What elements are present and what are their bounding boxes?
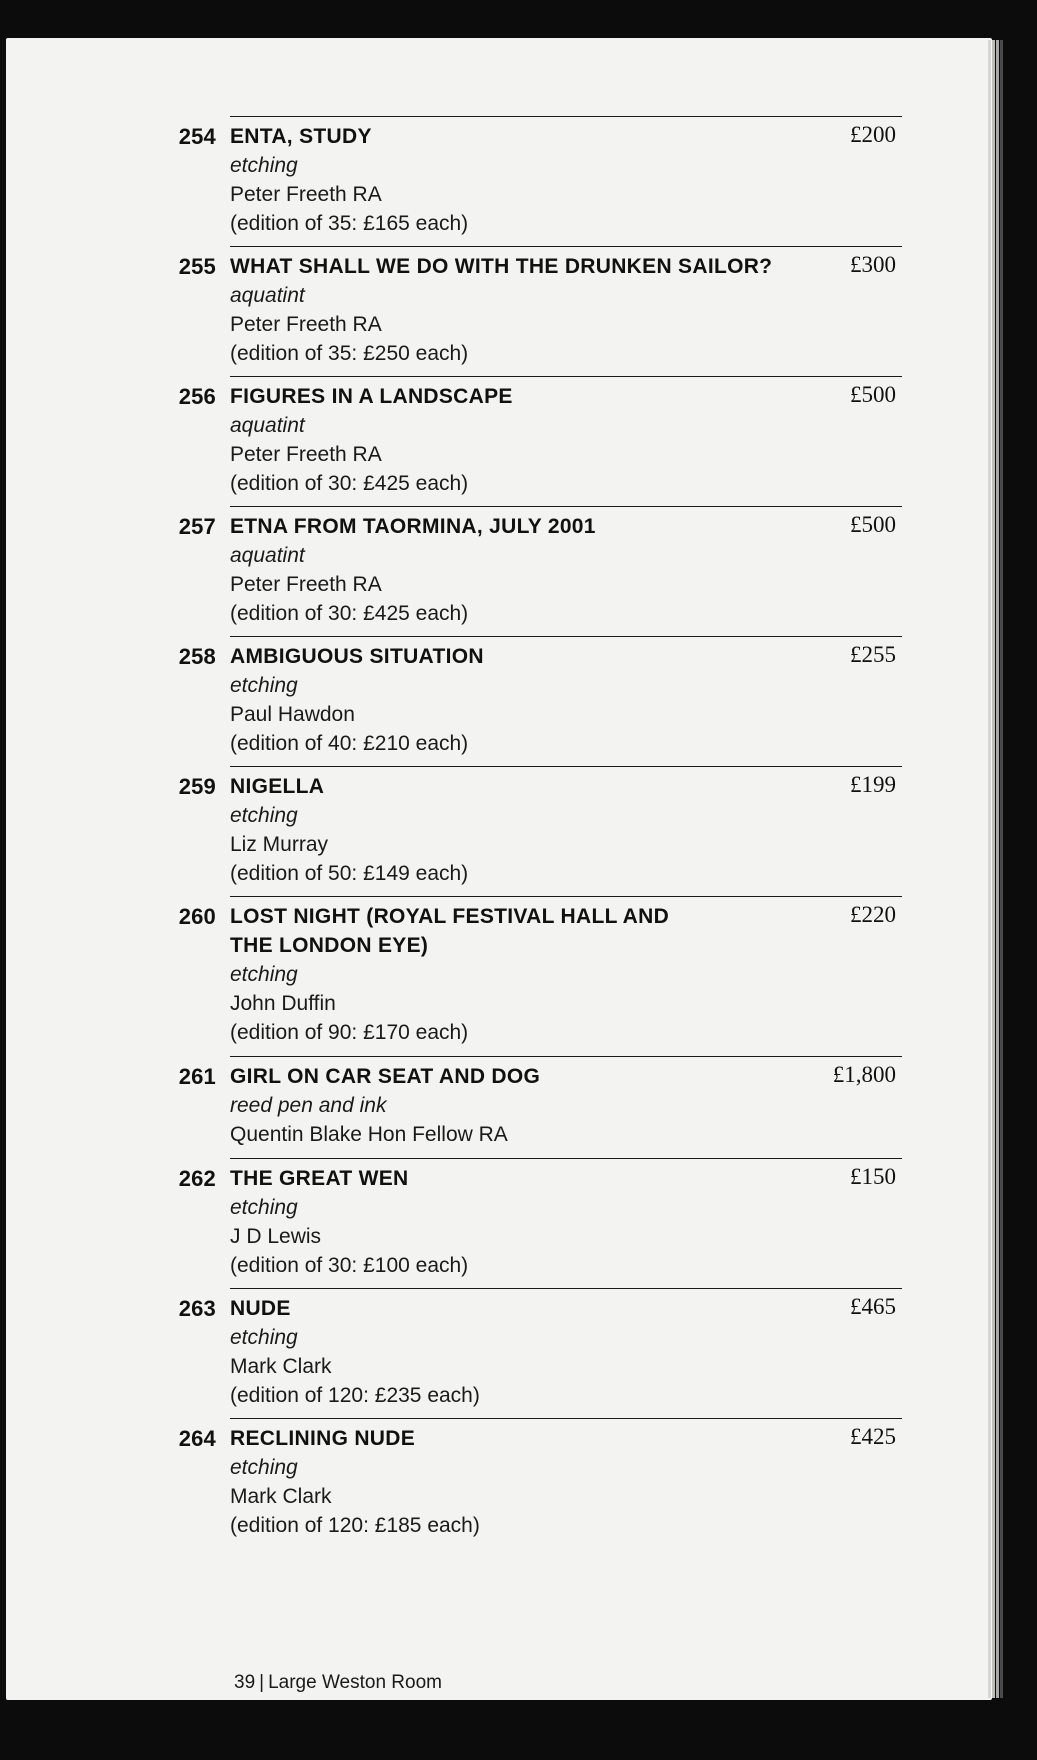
entry-artist: Peter Freeth RA	[230, 573, 382, 596]
entry-number: 254	[178, 124, 216, 149]
entry-artist: Mark Clark	[230, 1485, 332, 1508]
page-number: 39	[234, 1672, 256, 1693]
entry-edition: (edition of 40: £210 each)	[230, 732, 469, 755]
entry-title: THE LONDON EYE)	[230, 934, 429, 957]
entry-number: 260	[178, 904, 216, 929]
entry-medium: aquatint	[230, 284, 305, 307]
entry-price: £255	[850, 642, 896, 667]
page-footer	[234, 1672, 442, 1694]
entry-divider	[230, 1056, 902, 1057]
entry-artist: Paul Hawdon	[230, 703, 355, 726]
entry-medium: etching	[230, 674, 298, 697]
entry-edition: (edition of 120: £235 each)	[230, 1384, 480, 1407]
entry-divider	[230, 766, 902, 767]
entry-price: £425	[850, 1424, 896, 1449]
entry-divider	[230, 1288, 902, 1289]
entry-number: 261	[178, 1064, 216, 1089]
entry-edition: (edition of 90: £170 each)	[230, 1021, 469, 1044]
entry-artist: Mark Clark	[230, 1355, 332, 1378]
entry-edition: (edition of 35: £165 each)	[230, 212, 469, 235]
entry-edition: (edition of 35: £250 each)	[230, 342, 469, 365]
entry-title: ETNA FROM TAORMINA, JULY 2001	[230, 515, 596, 538]
entry-list	[6, 38, 992, 1700]
entry-edition: (edition of 30: £425 each)	[230, 602, 469, 625]
entry-price: £300	[850, 252, 896, 277]
entry-title: THE GREAT WEN	[230, 1167, 409, 1190]
entry-title: LOST NIGHT (ROYAL FESTIVAL HALL AND	[230, 905, 670, 928]
entry-title: ENTA, STUDY	[230, 125, 372, 148]
entry-number: 258	[178, 644, 216, 669]
entry-price: £500	[850, 512, 896, 537]
entry-medium: etching	[230, 1326, 298, 1349]
catalogue-page	[6, 38, 992, 1700]
entry-divider	[230, 636, 902, 637]
entry-medium: etching	[230, 1196, 298, 1219]
entry-divider	[230, 1418, 902, 1419]
entry-medium: etching	[230, 154, 298, 177]
entry-number: 262	[178, 1166, 216, 1191]
entry-price: £1,800	[832, 1062, 896, 1087]
entry-title: AMBIGUOUS SITUATION	[230, 645, 484, 668]
entry-divider	[230, 116, 902, 117]
entry-divider	[230, 376, 902, 377]
entry-number: 259	[178, 774, 216, 799]
entry-artist: Peter Freeth RA	[230, 313, 382, 336]
entry-divider	[230, 246, 902, 247]
entry-title: GIRL ON CAR SEAT AND DOG	[230, 1065, 541, 1088]
entry-medium: aquatint	[230, 544, 305, 567]
entry-medium: aquatint	[230, 414, 305, 437]
entry-title: NIGELLA	[230, 775, 325, 798]
entry-number: 263	[178, 1296, 216, 1321]
entry-medium: etching	[230, 1456, 298, 1479]
entry-price: £500	[850, 382, 896, 407]
entry-title: RECLINING NUDE	[230, 1427, 416, 1450]
section-name: Large Weston Room	[268, 1672, 442, 1693]
entry-price: £220	[850, 902, 896, 927]
entry-edition: (edition of 50: £149 each)	[230, 862, 469, 885]
entry-divider	[230, 896, 902, 897]
entry-title: NUDE	[230, 1297, 291, 1320]
page-edges	[988, 40, 991, 1698]
entry-edition: (edition of 120: £185 each)	[230, 1514, 480, 1537]
entry-artist: John Duffin	[230, 992, 336, 1015]
entry-number: 257	[178, 514, 216, 539]
entry-number: 256	[178, 384, 216, 409]
entry-price: £200	[850, 122, 896, 147]
entry-medium: etching	[230, 963, 298, 986]
entry-artist: Peter Freeth RA	[230, 443, 382, 466]
entry-medium: reed pen and ink	[230, 1094, 387, 1117]
entry-number: 255	[178, 254, 216, 279]
entry-artist: Peter Freeth RA	[230, 183, 382, 206]
entry-artist: J D Lewis	[230, 1225, 322, 1248]
entry-artist: Quentin Blake Hon Fellow RA	[230, 1123, 508, 1146]
footer-separator: |	[259, 1672, 265, 1693]
entry-title: WHAT SHALL WE DO WITH THE DRUNKEN SAILOR?	[230, 255, 773, 278]
entry-divider	[230, 1158, 902, 1159]
entry-edition: (edition of 30: £100 each)	[230, 1254, 469, 1277]
entry-price: £465	[850, 1294, 896, 1319]
entry-medium: etching	[230, 804, 298, 827]
entry-number: 264	[178, 1426, 216, 1451]
entry-edition: (edition of 30: £425 each)	[230, 472, 469, 495]
entry-divider	[230, 506, 902, 507]
entry-title: FIGURES IN A LANDSCAPE	[230, 385, 513, 408]
entry-price: £199	[850, 772, 896, 797]
entry-artist: Liz Murray	[230, 833, 329, 856]
entry-price: £150	[850, 1164, 896, 1189]
